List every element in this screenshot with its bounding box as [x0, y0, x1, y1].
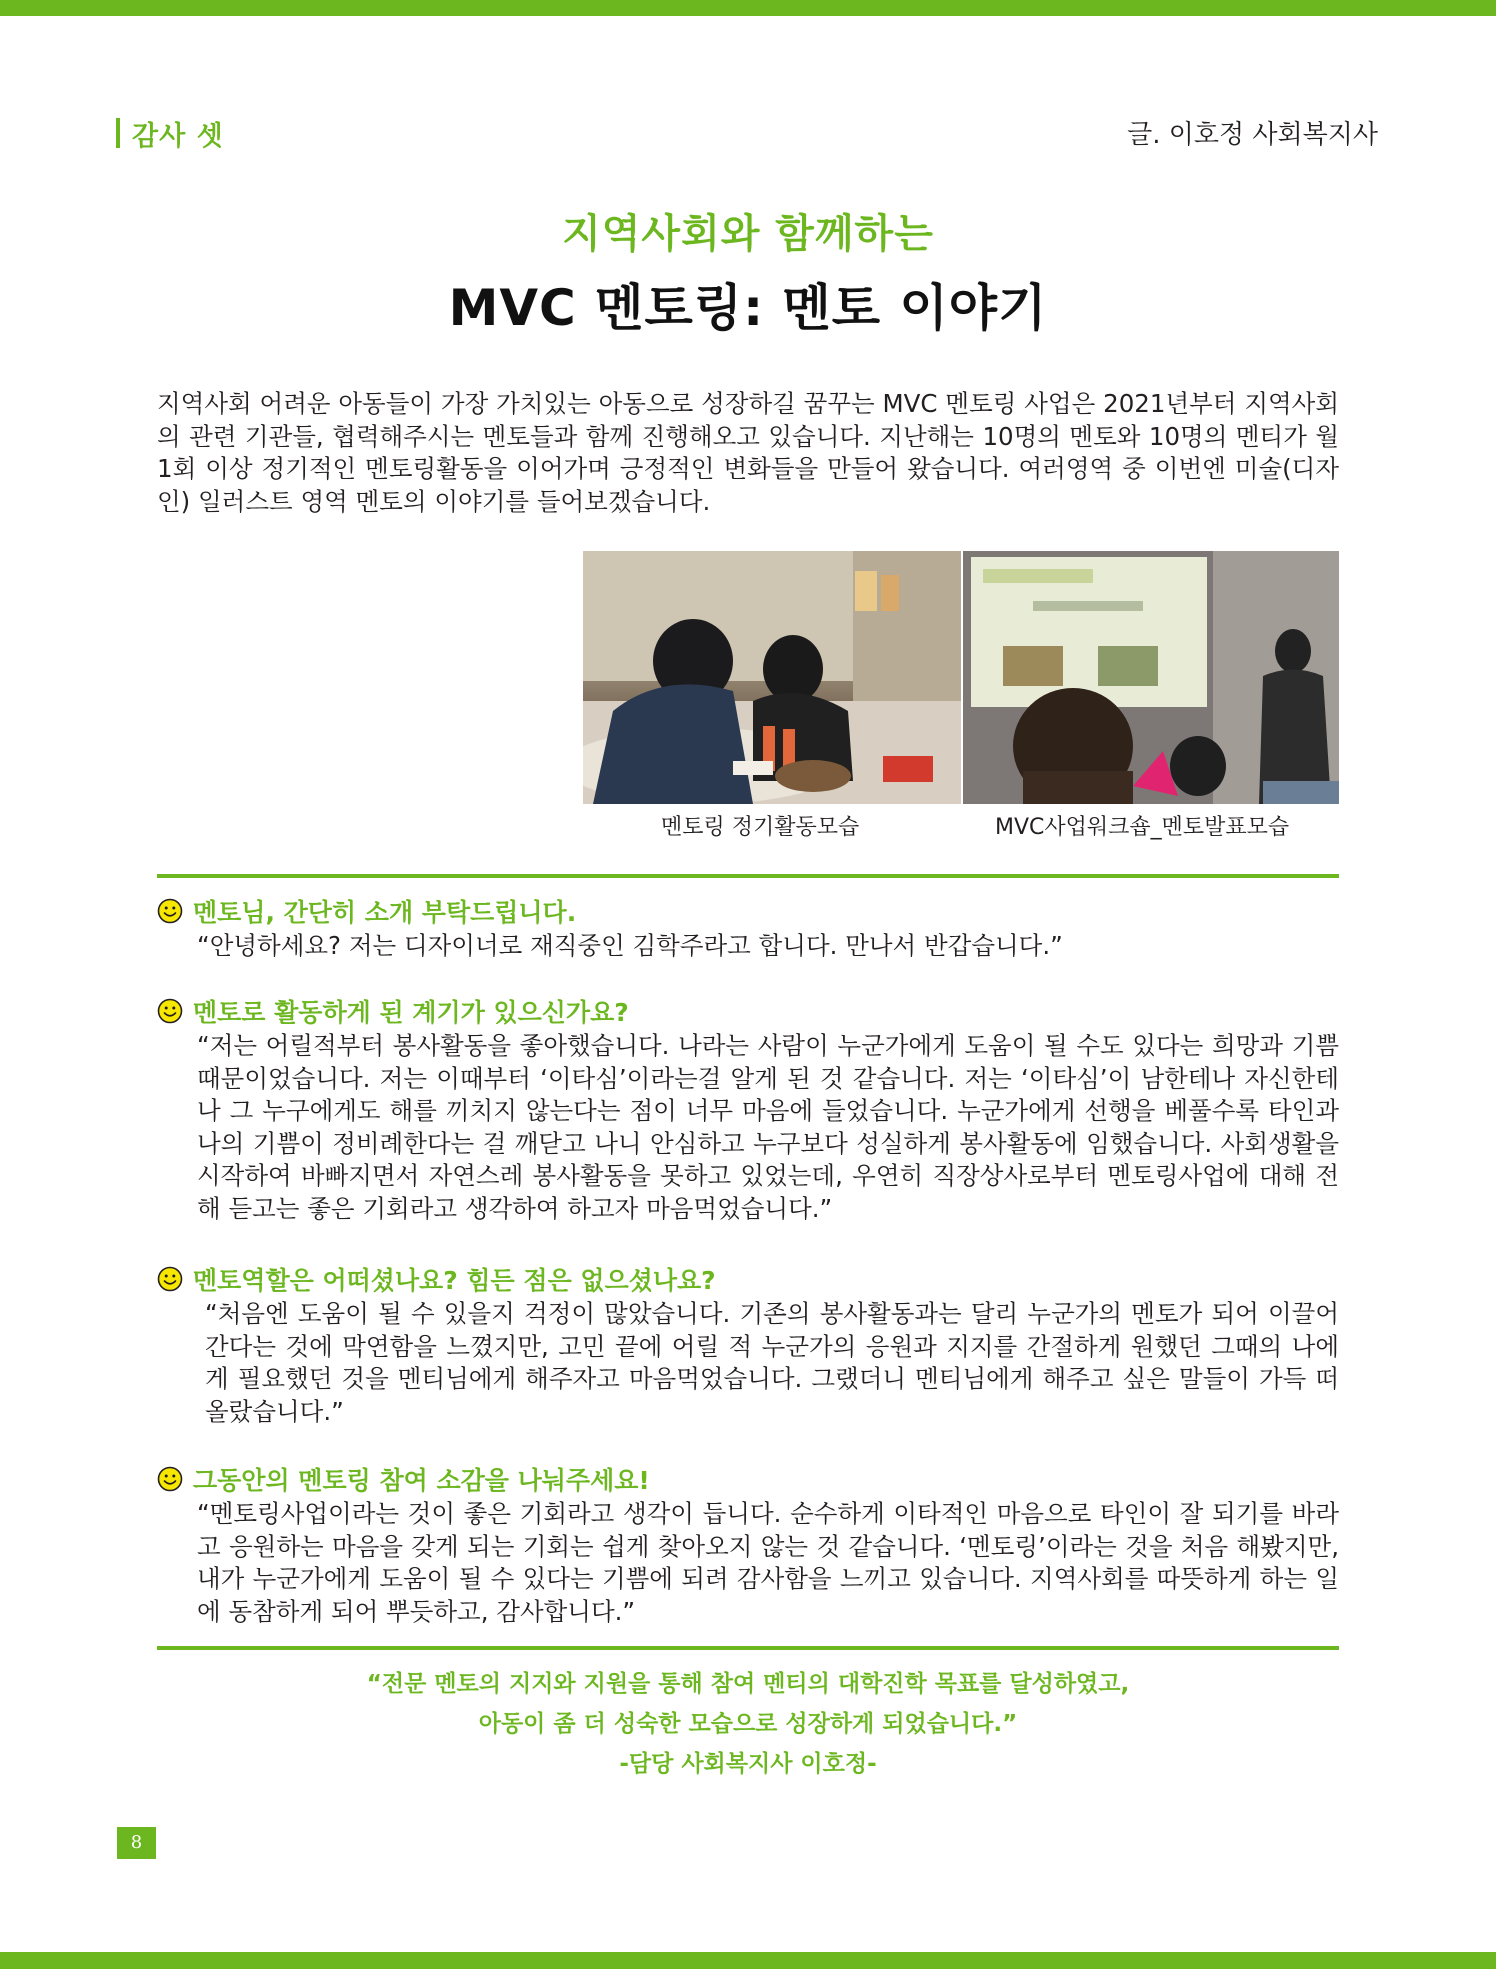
- article-subtitle: 지역사회와 함께하는: [562, 211, 934, 257]
- closing-quote: [0, 1664, 1496, 1784]
- photo-caption-activity: 멘토링 정기활동모습: [661, 815, 860, 840]
- top-accent-bar: [0, 0, 1496, 16]
- closing-signature: -담당 사회복지사 이호정-: [619, 1751, 877, 1777]
- qa-item: [157, 894, 1339, 963]
- section-tag: [116, 116, 224, 150]
- qa-item: [157, 1262, 1339, 1428]
- question-row: [157, 1262, 1339, 1296]
- divider-top: [157, 874, 1339, 878]
- closing-quote-line-2: 아동이 좀 더 성숙한 모습으로 성장하게 되었습니다.”: [478, 1711, 1018, 1737]
- smiley-icon: [157, 898, 183, 924]
- photo-workshop-presentation-illustration: [963, 551, 1339, 804]
- closing-quote-line-1: “전문 멘토의 지지와 지원을 통해 참여 멘티의 대학진학 목표를 달성하였고,: [366, 1671, 1130, 1697]
- photo-caption-workshop: MVC사업워크숍_멘토발표모습: [995, 815, 1290, 840]
- photo-mentoring-activity-illustration: [583, 551, 961, 804]
- question-row: [157, 1462, 1339, 1496]
- smiley-icon: [157, 1266, 183, 1292]
- article-title: MVC 멘토링: 멘토 이야기: [448, 279, 1048, 337]
- qa-item: [157, 994, 1339, 1225]
- answer-text: “처음엔 도움이 될 수 있을지 걱정이 많았습니다. 기존의 봉사활동과는 달리 누군가의 멘토가 되어 이끌어 간다는 것에 막연함을 느꼈지만, 고민 끝에 어릴 적 누군가의 응원과 지지를 간절하게 원했던 그때의 나에게 필요했던 것을 멘티님에게 해주자고 마음먹었습니다. 그랬더니 멘티님에게 해주고 싶은 말들이 가득 떠올랐습니다.”: [205, 1299, 1339, 1426]
- smiley-icon: [157, 1466, 183, 1492]
- author-byline: 글. 이호정 사회복지사: [1127, 120, 1378, 150]
- question-text: 멘토님, 간단히 소개 부탁드립니다.: [193, 898, 577, 927]
- photo-mentoring-activity: [583, 551, 961, 804]
- question-text: 멘토로 활동하게 된 계기가 있으신가요?: [193, 998, 629, 1027]
- page-number: 8: [117, 1827, 156, 1859]
- photo-row: [583, 551, 1339, 804]
- photo-workshop-presentation: [963, 551, 1339, 804]
- question-row: [157, 894, 1339, 928]
- question-text: 멘토역할은 어떠셨나요? 힘든 점은 없으셨나요?: [193, 1266, 716, 1295]
- bottom-accent-bar: [0, 1952, 1496, 1969]
- smiley-icon: [157, 998, 183, 1024]
- question-row: [157, 994, 1339, 1028]
- section-tag-bar: [116, 118, 120, 148]
- answer-text: “저는 어릴적부터 봉사활동을 좋아했습니다. 나라는 사람이 누군가에게 도움이 될 수도 있다는 희망과 기쁨 때문이었습니다. 저는 이때부터 ‘이타심’이라는걸 알게 된 것 같습니다. 저는 ‘이타심’이 남한테나 자신한테나 그 누구에게도 해를 끼치지 않는다는 점이 너무 마음에 들었습니다. 누군가에게 선행을 베풀수록 타인과 나의 기쁨이 정비례한다는 걸 깨닫고 나니 안심하고 누구보다 성실하게 봉사활동에 임했습니다. 사회생활을 시작하여 바빠지면서 자연스레 봉사활동을 못하고 있었는데, 우연히 직장상사로부터 멘토링사업에 대해 전해 듣고는 좋은 기회라고 생각하여 하고자 마음먹었습니다.”: [197, 1031, 1339, 1223]
- divider-bottom: [157, 1646, 1339, 1650]
- answer-text: “멘토링사업이라는 것이 좋은 기회라고 생각이 듭니다. 순수하게 이타적인 마음으로 타인이 잘 되기를 바라고 응원하는 마음을 갖게 되는 기회는 쉽게 찾아오지 않는 것 같습니다. ‘멘토링’이라는 것을 처음 해봤지만, 내가 누군가에게 도움이 될 수 있다는 기쁨에 되려 감사함을 느끼고 있습니다. 지역사회를 따뜻하게 하는 일에 동참하게 되어 뿌듯하고, 감사합니다.”: [197, 1499, 1339, 1626]
- intro-paragraph: 지역사회 어려운 아동들이 가장 가치있는 아동으로 성장하길 꿈꾸는 MVC 멘토링 사업은 2021년부터 지역사회의 관련 기관들, 협력해주시는 멘토들과 함께 진행해오고 있습니다. 지난해는 10명의 멘토와 10명의 멘티가 월 1회 이상 정기적인 멘토링활동을 이어가며 긍정적인 변화들을 만들어 왔습니다. 여러영역 중 이번엔 미술(디자인) 일러스트 영역 멘토의 이야기를 들어보겠습니다.: [157, 389, 1339, 516]
- question-text: 그동안의 멘토링 참여 소감을 나눠주세요!: [193, 1466, 650, 1495]
- qa-item: [157, 1462, 1339, 1628]
- answer-text: “안녕하세요? 저는 디자이너로 재직중인 김학주라고 합니다. 만나서 반갑습니다.”: [197, 931, 1063, 960]
- section-tag-label: 감사 셋: [132, 120, 224, 152]
